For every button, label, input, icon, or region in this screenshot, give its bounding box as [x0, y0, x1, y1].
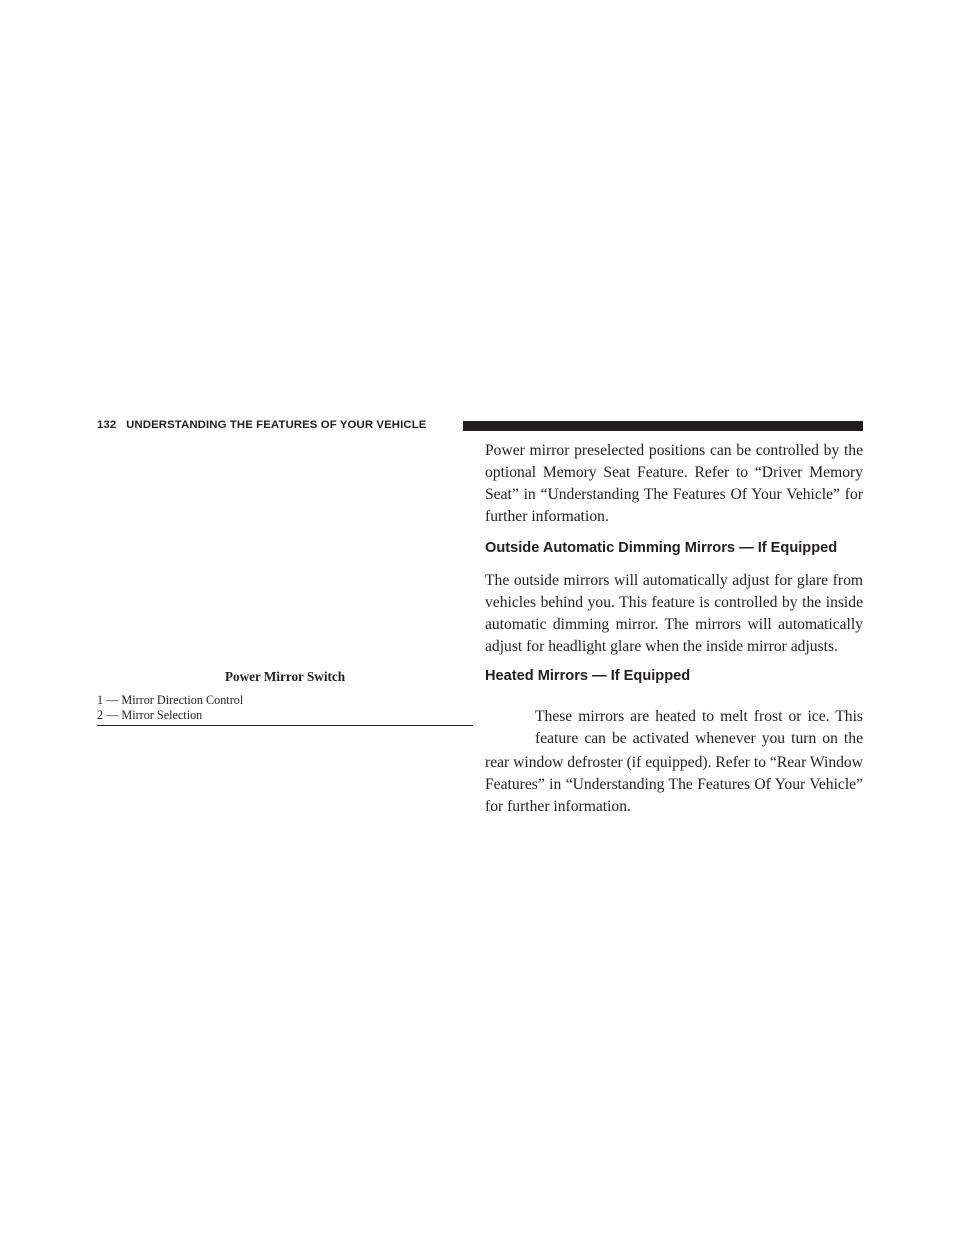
section-title: UNDERSTANDING THE FEATURES OF YOUR VEHICLE — [126, 419, 427, 431]
figure-image-area — [97, 460, 473, 660]
figure-divider — [97, 725, 473, 726]
heated-mirrors-paragraph-indented: These mirrors are heated to melt frost or ice. This feature can be activated whenever you turn on the — [535, 708, 863, 747]
page-header — [97, 417, 863, 437]
page-header-text — [97, 419, 426, 431]
section-heading-dimming-mirrors: Outside Automatic Dimming Mirrors — If Equipped — [485, 540, 838, 556]
figure-legend — [97, 693, 243, 723]
heated-mirror-icon — [485, 712, 535, 752]
legend-item: 1 — Mirror Direction Control — [97, 693, 244, 707]
page-number: 132 — [97, 419, 117, 431]
heated-mirrors-block — [485, 692, 863, 818]
main-column — [485, 440, 863, 818]
intro-paragraph: Power mirror preselected positions can be controlled by the optional Memory Seat Feature. Refer to “Driver Memory Seat” in “Understanding The Features Of Your Vehicle” for further information. — [485, 442, 863, 525]
figure-caption-title: Power Mirror Switch — [224, 669, 346, 684]
dimming-mirrors-paragraph: The outside mirrors will automatically adjust for glare from vehicles behind you. This feature is controlled by the inside automatic dimming mirror. The mirrors will automatically adjust for headlight glare when the inside mirror adjusts. — [485, 572, 863, 655]
header-bar — [463, 421, 863, 431]
heated-mirrors-paragraph: rear window defroster (if equipped). Refer to “Rear Window Features” in “Understanding The Features Of Your Vehicle” for further information. — [485, 754, 863, 815]
section-heading-heated-mirrors: Heated Mirrors — If Equipped — [485, 668, 691, 684]
legend-item: 2 — Mirror Selection — [97, 708, 203, 722]
figure-power-mirror-switch — [97, 460, 473, 735]
